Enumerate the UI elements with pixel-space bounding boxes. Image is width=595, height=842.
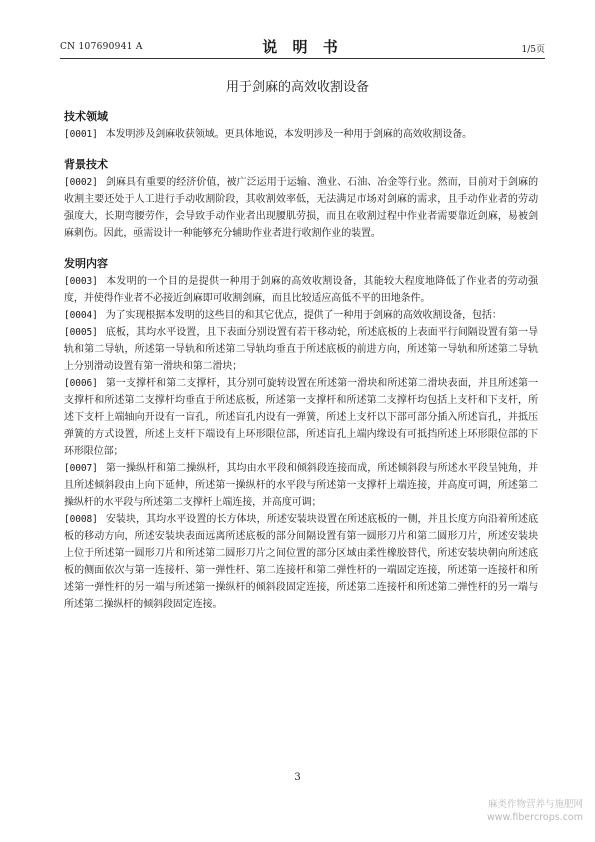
paragraph	[64, 375, 538, 460]
paragraph-text: 底板，其均水平设置，且下表面分别设置有若干移动轮，所述底板的上表面平行间隔设置有第一导轨和第二导轨，所述第一导轨和所述第二导轨均垂直于所述底板的前进方向，所述第一导轨和所述第二导轨上分别滑动设置有第一滑块和第二滑块；	[64, 327, 538, 372]
paragraph-text: 剑麻具有重要的经济价值，被广泛运用于运输、渔业、石油、冶金等行业。然而，目前对于剑麻的收割主要还处于人工进行手动收割阶段，其收割效率低，无法满足市场对剑麻的需求，且手动作业者的劳动强度大，长期弯腰劳作，会导致手动作业者出现腰肌劳损，而且在收割过程中作业者需要靠近剑麻，易被剑麻刺伤。因此，亟需设计一种能够充分辅助作业者进行收割作业的装置。	[64, 177, 538, 239]
paragraph-number: [0007]	[64, 463, 98, 474]
paragraph-text: 安装块，其均水平设置的长方体块，所述安装块设置在所述底板的一侧，并且长度方向沿着所述底板的移动方向，所述安装块表面远离所述底板的部分间隔设置有第一圆形刀片和第二圆形刀片，所述安装块上位于所述第一圆形刀片和所述第二圆形刀片之间位置的部分区域由柔性橡胶替代，所述安装块朝向所述底板的侧面依次与第一连接杆、第一弹性杆、第二连接杆和第二弹性杆的一端固定连接，所述第一连接杆和所述第一弹性杆的另一端与所述第一操纵杆的倾斜段固定连接，所述第二连接杆和所述第二弹性杆的另一端与所述第二操纵杆的倾斜段固定连接。	[64, 514, 538, 610]
page-number: 3	[294, 772, 301, 783]
document-body	[64, 108, 538, 613]
paragraph-text: 第一操纵杆和第二操纵杆，其均由水平段和倾斜段连接而成，所述倾斜段与所述水平段呈钝角，并且所述倾斜段由上向下延伸，所述第一操纵杆的水平段与所述第一支撑杆上端连接，并高度可调，所述第二操纵杆的水平段与所述第二支撑杆上端连接，并高度可调；	[64, 463, 538, 508]
paragraph-number: [0004]	[64, 310, 98, 321]
paragraph-text: 本发明的一个目的是提供一种用于剑麻的高效收割设备，其能较大程度地降低了作业者的劳动强度，并使得作业者不必接近剑麻即可收割剑麻，而且比较适应高低不平的田地条件。	[64, 276, 538, 304]
paragraph-text: 为了实现根据本发明的这些目的和其它优点，提供了一种用于剑麻的高效收割设备，包括：	[105, 310, 502, 321]
paragraph-number: [0001]	[64, 129, 98, 140]
paragraph-number: [0005]	[64, 327, 98, 338]
invention-title: 用于剑麻的高效收割设备	[225, 80, 369, 95]
paragraph-number: [0003]	[64, 276, 98, 287]
section-heading-background: 背景技术	[64, 158, 108, 171]
site-watermark	[487, 798, 583, 824]
document-type-title: 说 明 书	[262, 38, 343, 56]
page-header	[60, 36, 545, 59]
section-heading-tech-field: 技术领域	[64, 110, 108, 123]
patent-number: CN 107690941 A	[60, 42, 143, 52]
paragraph	[64, 511, 538, 613]
paragraph	[64, 174, 538, 242]
page-indicator: 1/5页	[521, 45, 545, 55]
section-heading-invention: 发明内容	[64, 257, 108, 270]
paragraph-number: [0002]	[64, 177, 98, 188]
watermark-url: www.fibercrops.com	[486, 812, 583, 823]
paragraph	[64, 273, 538, 307]
paragraph	[64, 307, 538, 324]
watermark-site-name: 麻类作物营养与施肥网	[487, 799, 583, 810]
paragraph-number: [0008]	[64, 514, 98, 525]
paragraph-text: 第一支撑杆和第二支撑杆，其分别可旋转设置在所述第一滑块和所述第二滑块表面，并且所述第一支撑杆和所述第二支撑杆均垂直于所述底板，所述第一支撑杆和所述第二支撑杆均包括上支杆和下支杆，所述下支杆上端轴向开设有一盲孔，所述盲孔内设有一弹簧，所述上支杆以下部可部分插入所述盲孔，并抵压弹簧的方式设置，所述上支杆下端设有上环形限位部，所述盲孔上端内缘设有可抵挡所述上环形限位部的下环形限位部；	[64, 378, 538, 457]
paragraph	[64, 324, 538, 375]
paragraph-number: [0006]	[64, 378, 98, 389]
paragraph-text: 本发明涉及剑麻收获领域。更具体地说，本发明涉及一种用于剑麻的高效收割设备。	[105, 129, 473, 140]
paragraph	[64, 460, 538, 511]
paragraph	[64, 126, 538, 143]
